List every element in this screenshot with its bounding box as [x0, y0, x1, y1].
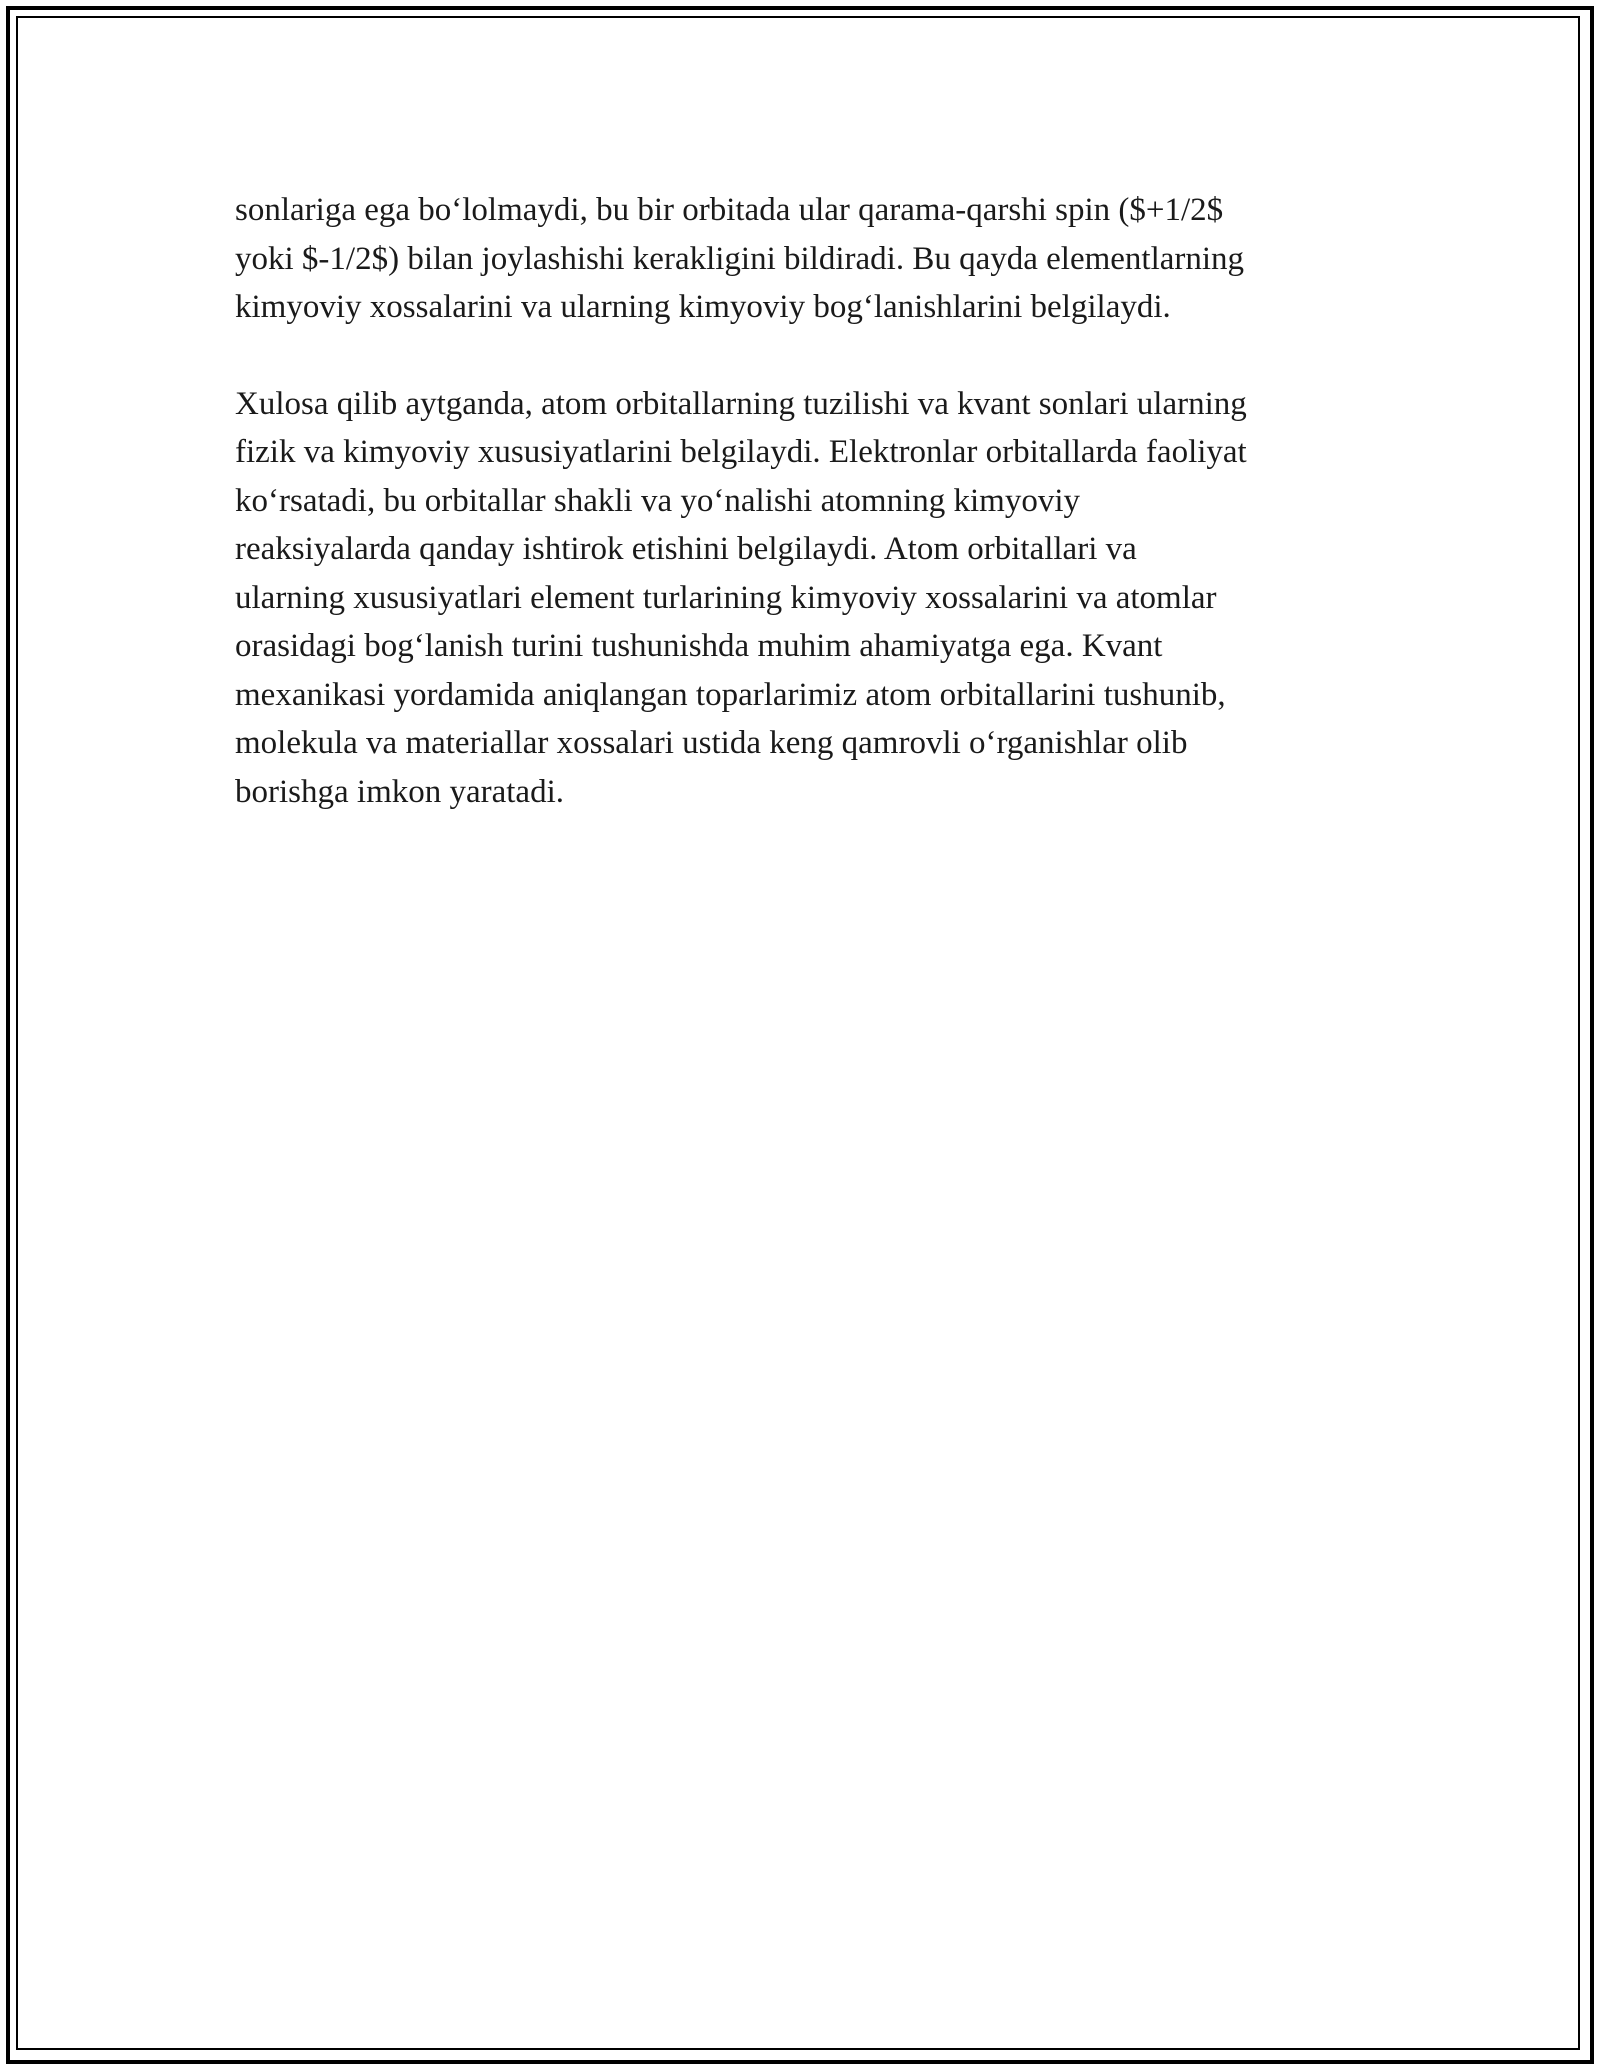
document-body — [235, 186, 1365, 816]
paragraph-spin-rule: sonlariga ega bo‘lolmaydi, bu bir orbitada ular qarama-qarshi spin ($+1/2$ yoki $-1/2$) bilan joylashishi kerakligini bildiradi. Bu qayda elementlarning kimyoviy xossalarini va ularning kimyoviy bog‘lanishlarini belgilaydi. — [235, 192, 1245, 325]
paragraph-conclusion: Xulosa qilib aytganda, atom orbitallarning tuzilishi va kvant sonlari ularning fizik va kimyoviy xususiyatlarini belgilaydi. Elektronlar orbitallarda faoliyat ko‘rsatadi, bu orbitallar shakli va yo‘nalishi atomning kimyoviy reaksiyalarda qanday ishtirok etishini belgilaydi. Atom orbitallari va ularning xususiyatlari element turlarining kimyoviy xossalarini va atomlar orasidagi bog‘lanish turini tushunishda muhim ahamiyatga ega. Kvant mexanikasi yordamida aniqlangan toparlarimiz atom orbitallarini tushunib, molekula va materiallar xossalari ustida keng qamrovli o‘rganishlar olib borishga imkon yaratadi. — [235, 385, 1247, 810]
